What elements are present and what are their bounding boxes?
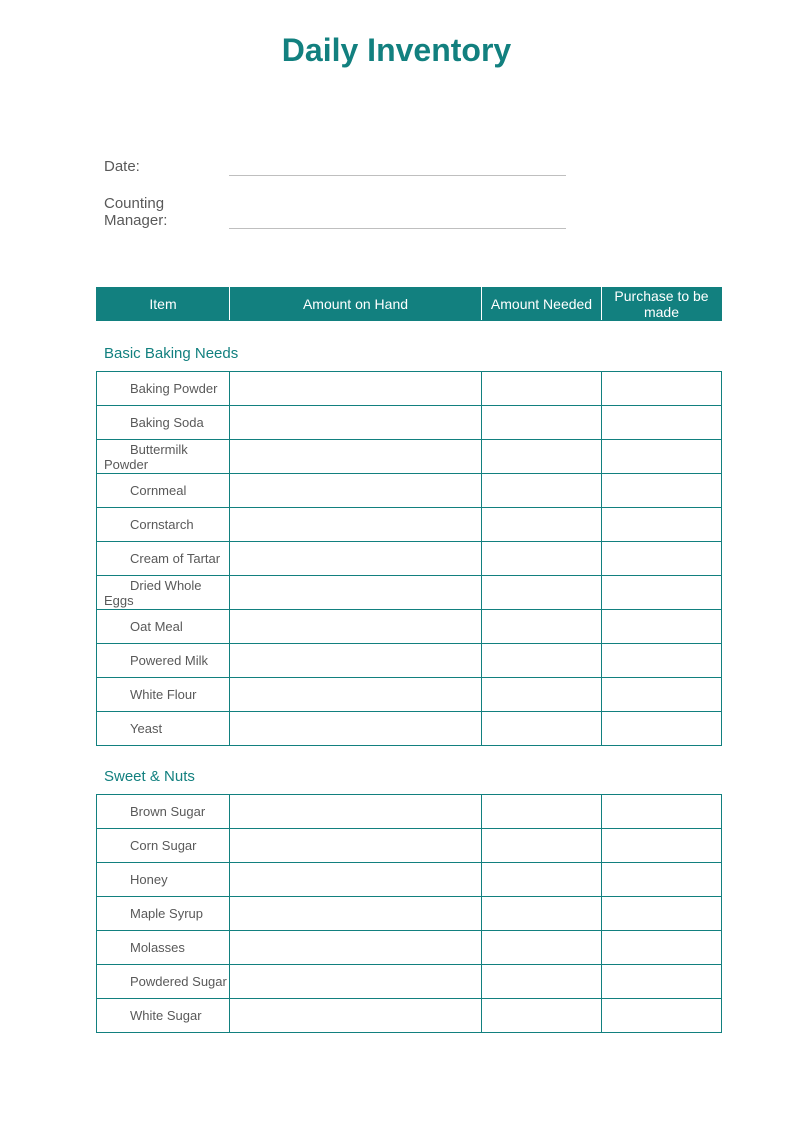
table-row [97, 829, 722, 863]
item-name: Powered Milk [97, 644, 230, 678]
amount-on-hand-cell[interactable] [230, 829, 482, 863]
date-label: Date: [104, 158, 140, 175]
counting-manager-label: Counting Manager: [104, 195, 168, 229]
amount-needed-cell[interactable] [482, 610, 602, 644]
amount-on-hand-cell[interactable] [230, 440, 482, 474]
item-name: Yeast [97, 712, 230, 746]
table-row [97, 965, 722, 999]
amount-on-hand-cell[interactable] [230, 999, 482, 1033]
amount-needed-cell[interactable] [482, 795, 602, 829]
purchase-cell[interactable] [602, 678, 722, 712]
purchase-cell[interactable] [602, 406, 722, 440]
table-row [97, 576, 722, 610]
item-name: Powdered Sugar [97, 965, 230, 999]
table-row [97, 863, 722, 897]
amount-on-hand-cell[interactable] [230, 508, 482, 542]
amount-needed-cell[interactable] [482, 931, 602, 965]
table-row [97, 795, 722, 829]
sweet-nuts-table [96, 794, 722, 1033]
amount-on-hand-cell[interactable] [230, 576, 482, 610]
column-header-amount-needed: Amount Needed [482, 288, 602, 321]
table-row [97, 999, 722, 1033]
purchase-cell[interactable] [602, 931, 722, 965]
date-field[interactable] [229, 175, 566, 176]
page-title: Daily Inventory [281, 32, 512, 68]
purchase-cell[interactable] [602, 965, 722, 999]
amount-on-hand-cell[interactable] [230, 542, 482, 576]
item-name: Molasses [97, 931, 230, 965]
amount-needed-cell[interactable] [482, 474, 602, 508]
item-name: Baking Powder [97, 372, 230, 406]
counting-manager-field[interactable] [229, 228, 566, 229]
item-name: Dried Whole Eggs [97, 576, 230, 610]
amount-on-hand-cell[interactable] [230, 931, 482, 965]
amount-on-hand-cell[interactable] [230, 474, 482, 508]
table-row [97, 474, 722, 508]
item-name: White Flour [97, 678, 230, 712]
table-row [97, 712, 722, 746]
amount-on-hand-cell[interactable] [230, 712, 482, 746]
amount-needed-cell[interactable] [482, 863, 602, 897]
section-title-basic-baking: Basic Baking Needs [104, 345, 239, 362]
amount-needed-cell[interactable] [482, 999, 602, 1033]
table-row [97, 440, 722, 474]
table-row [97, 931, 722, 965]
purchase-cell[interactable] [602, 712, 722, 746]
item-name: Cornstarch [97, 508, 230, 542]
column-header-purchase: Purchase to be made [602, 288, 722, 321]
purchase-cell[interactable] [602, 542, 722, 576]
amount-needed-cell[interactable] [482, 644, 602, 678]
item-name: Corn Sugar [97, 829, 230, 863]
header-row [97, 288, 722, 321]
item-name: Maple Syrup [97, 897, 230, 931]
table-row [97, 508, 722, 542]
amount-needed-cell[interactable] [482, 678, 602, 712]
amount-on-hand-cell[interactable] [230, 372, 482, 406]
purchase-cell[interactable] [602, 897, 722, 931]
basic-baking-table [96, 371, 722, 746]
amount-needed-cell[interactable] [482, 406, 602, 440]
amount-on-hand-cell[interactable] [230, 610, 482, 644]
item-name: Cornmeal [97, 474, 230, 508]
item-name: White Sugar [97, 999, 230, 1033]
amount-needed-cell[interactable] [482, 440, 602, 474]
amount-on-hand-cell[interactable] [230, 406, 482, 440]
amount-needed-cell[interactable] [482, 372, 602, 406]
purchase-cell[interactable] [602, 644, 722, 678]
amount-needed-cell[interactable] [482, 576, 602, 610]
purchase-cell[interactable] [602, 999, 722, 1033]
amount-needed-cell[interactable] [482, 829, 602, 863]
table-row [97, 644, 722, 678]
table-row [97, 678, 722, 712]
item-name: Oat Meal [97, 610, 230, 644]
table-row [97, 610, 722, 644]
amount-on-hand-cell[interactable] [230, 678, 482, 712]
table-row [97, 542, 722, 576]
purchase-cell[interactable] [602, 474, 722, 508]
item-name: Baking Soda [97, 406, 230, 440]
column-header-item: Item [97, 288, 230, 321]
item-name: Brown Sugar [97, 795, 230, 829]
amount-needed-cell[interactable] [482, 712, 602, 746]
amount-needed-cell[interactable] [482, 508, 602, 542]
amount-needed-cell[interactable] [482, 542, 602, 576]
amount-needed-cell[interactable] [482, 965, 602, 999]
purchase-cell[interactable] [602, 863, 722, 897]
purchase-cell[interactable] [602, 372, 722, 406]
purchase-cell[interactable] [602, 829, 722, 863]
purchase-cell[interactable] [602, 508, 722, 542]
column-header-amount-on-hand: Amount on Hand [230, 288, 482, 321]
purchase-cell[interactable] [602, 795, 722, 829]
purchase-cell[interactable] [602, 440, 722, 474]
purchase-cell[interactable] [602, 610, 722, 644]
amount-on-hand-cell[interactable] [230, 863, 482, 897]
amount-on-hand-cell[interactable] [230, 644, 482, 678]
item-name: Cream of Tartar [97, 542, 230, 576]
item-name: Buttermilk Powder [97, 440, 230, 474]
table-row [97, 897, 722, 931]
amount-on-hand-cell[interactable] [230, 965, 482, 999]
amount-needed-cell[interactable] [482, 897, 602, 931]
table-row [97, 406, 722, 440]
item-name: Honey [97, 863, 230, 897]
amount-on-hand-cell[interactable] [230, 795, 482, 829]
table-row [97, 372, 722, 406]
purchase-cell[interactable] [602, 576, 722, 610]
amount-on-hand-cell[interactable] [230, 897, 482, 931]
section-title-sweet-nuts: Sweet & Nuts [104, 768, 195, 785]
header-table [96, 287, 722, 321]
